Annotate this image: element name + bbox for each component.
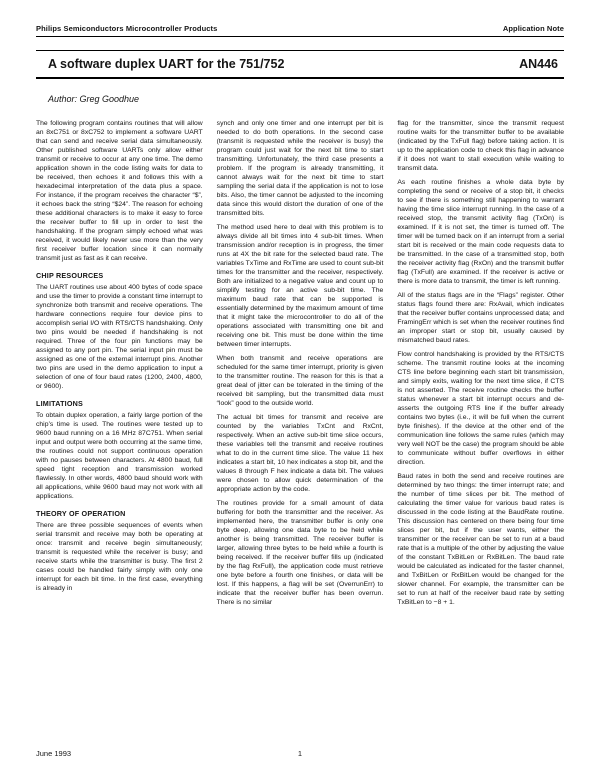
doc-header (36, 0, 564, 33)
paragraph: Flow control handshaking is provided by the RTS/CTS scheme. The transmit routine looks at the incoming CTS line before beginning each start bit transmission, and simply exits, waiting for the next time slice, if CTS is not asserted. The receive routine checks the buffer status whenever a start bit interrupt occurs and de-asserts the outgoing RTS line if the buffer already contains two bytes (i.e., it will be full when the current byte finishes). If the device at the other end of the communication line follows the same rules (which may very well NOT be the case) the program should be able to communicate without buffer overflows in either direction. (397, 351, 565, 466)
doc-title: A software duplex UART for the 751/752 (48, 57, 285, 71)
paragraph-chip-resources: The UART routines use about 400 bytes of code space and use the timer to provide a constant time interrupt to synchronize both transmit and receive operations. The hardware connections require four device pins to accomplish serial I/O with RTS/CTS handshaking. Only two pins would be needed if handshaking is not required. Three of the four pin functions may be assigned to any port pin. The serial input pin must be assigned as one of the external interrupt pins. Another two pins are used in the demo application to input a selection of one of four baud rates (1200, 2400, 4800, or 9600). (36, 284, 203, 390)
section-heading-limitations: LIMITATIONS (36, 399, 84, 408)
paragraph: flag for the transmitter, since the transmit request routine waits for the transmitter buffer to be available (indicated by the TxFull flag) before taking action. It is up to the application code to check this flag in advance if it does not want to stall execution while waiting to transmit data. (397, 120, 565, 172)
paragraph: The method used here to deal with this problem is to always divide all bit times into 4 sub-bit times. When transmission and/or reception is in progress, the timer runs at 4X the bit rate for the selected baud rate. The variables TxTime and RxTime are used to count sub-bit times for the transmitter and the receiver, respectively. Both are initialized to a negative value and count up to simplify testing for an active sub-bit time. The maximum baud rate that can be supported is essentially determined by the maximum amount of time that it might take the microcontroller to do all of the operations associated with transmitting one bit and receiving one bit. This must be done within the time between timer interrupts. (216, 224, 384, 348)
paragraph-limitations: To obtain duplex operation, a fairly large portion of the chip’s time is used. The routines were tested up to 9600 baud running on a 16 MHz 87C751. When serial input and output were both occurring at the same time, the routines could not support continuous operation with no pauses between characters. At 4800 baud, full speed tight reception and transmission worked flawlessly. In other words, 4800 baud should work with all applications, while 9600 baud may not work with all applications. (36, 412, 203, 500)
paragraph-intro: The following program contains routines that will allow an 8xC751 or 8xC752 to implement a software UART that can send and receive serial data simultaneously. Other published software UARTs only allow either transmit or receive to occur at any one time. The demo application shown in the code listing waits for data to be received, then echoes it and follows this with a hexadecimal interpretation of the data plus a space. For instance, if the program receives the character “$”, it echoes back the string “$24”. The reason for echoing these additional characters is to make it easy to force the receiver buffer to fill up in order to test the handshaking. If the program simply echoed what was received, it would likely never use more than the very first receiver buffer location since it can normally transmit just as fast as it can receive. (36, 120, 203, 262)
column-2 (217, 119, 384, 612)
paragraph-theory: There are three possible sequences of events when serial transmit and receive may both be operating at once: transmit and receive begin simultaneously; transmit is requested while the receiver is busy; and receive starts while the transmitter is busy. The first 2 cases could be handled fairly simply with only one interrupt for each bit time. In the first case, everything is already in (36, 522, 203, 592)
paragraph: All of the status flags are in the “Flags” register. Other status flags found there are: RxAvail, which indicates that the receiver buffer contains unprocessed data; and FramingErr which is set when the receiver routines find an improper start or stop bit, usually caused by mismatched baud rates. (397, 292, 565, 344)
section-heading-theory-of-operation: THEORY OF OPERATION (36, 509, 126, 518)
footer-page-number: 1 (297, 749, 303, 758)
author-line: Author: Greg Goodhue (48, 94, 140, 104)
footer-date: June 1993 (36, 749, 72, 758)
paragraph: synch and only one timer and one interrupt per bit is needed to do both operations. In the second case (transmit is requested while the receiver is busy) the program could just wait for the next bit time to start transmitting. Unfortunately, the third case presents a problem. If the program is already transmitting, it cannot always wait for the next bit time to start sampling the serial data if the application is not to lose bits. Also, the timer cannot be adjusted to the incoming data since this would distort the duration of one of the transmitted bits. (216, 120, 384, 217)
paragraph: As each routine finishes a whole data byte by completing the send or receive of a stop bit, it checks to see if there is something still happening to warrant having the time slice interrupt running. In the case of a received stop, the transmit activity flag (TxOn) is examined. If it is not set, the timer is turned off. The timer will be turned back on if an interrupt from a serial start bit is received or the main code requests data to be transmitted. In the case of a transmitted stop, both the receiver activity flag (RxOn) and the transmit buffer flag (TxFull) are examined. If the receiver is active or there is more data to transmit, the timer is left running. (397, 179, 565, 285)
paragraph: When both transmit and receive operations are scheduled for the same timer interrupt, priority is given to the transmitter routine. The reason for this is that a great deal of jitter can be tolerated in the timing of the received bit sampling, but the transmitted data must “look” good to the outside world. (216, 355, 384, 407)
header-divider (36, 36, 564, 37)
doc-number: AN446 (519, 57, 558, 71)
column-1 (36, 119, 203, 612)
header-right-text: Application Note (502, 24, 564, 33)
paragraph: The actual bit times for transmit and receive are counted by the variables TxCnt and RxCnt, respectively. When an active sub-bit time slice occurs, these variables tell the transmit and receive routines what to do in the current time slice. The value 11 hex indicates a start bit, 10 hex indicates a stop bit, and the values 8 through F hex indicate a data bit. The values were chosen to allow quick determination of the appropriate action by the code. (216, 414, 384, 493)
paragraph: Baud rates in both the send and receive routines are determined by two things: the timer interrupt rate; and the number of time slices per bit. The method of calculating the timer value for various baud rates is discussed in the code listing at the BaudRate routine. This discussion has centered on there being four time slices per bit, but if the user wants, either the transmitter or the receiver can be set to run at a baud rate that is a multiple of the other by adjusting the value of the constant TxBitLen or RxBitLen. The baud rate would be calculated as indicated for the faster channel, and TxBitLen or RxBitLen would be changed for the slower channel. For example, the transmitter can be set to run at half of the receiver baud rate by setting TxBitLen to −8 + 1. (397, 473, 565, 606)
section-heading-chip-resources: CHIP RESOURCES (36, 271, 104, 280)
title-block (36, 50, 564, 79)
column-3 (397, 119, 564, 612)
article-body (36, 119, 564, 612)
paragraph: The routines provide for a small amount of data buffering for both the transmitter and the receiver. As implemented here, the transmitter buffer is only one byte deep, allowing one data byte to be held while another is being transmitted. The receiver buffer is larger, allowing three bytes to be held while a fourth is being received. If the receiver buffer fills up (indicated by the flag RxFull), the application code must retrieve one byte before a fourth one finishes, or data will be lost. If this happens, a flag will be set (OverrunErr) to indicate that the receiver buffer has been overrun. There is no similar (216, 500, 384, 606)
header-left-text: Philips Semiconductors Microcontroller Products (36, 24, 218, 33)
